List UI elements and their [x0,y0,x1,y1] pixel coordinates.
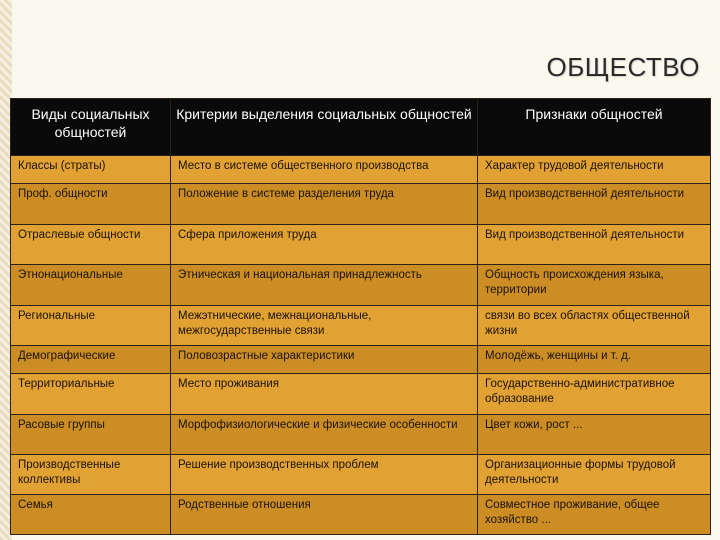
cell-feature: Государственно-административное образование [478,374,711,415]
cell-type: Производственные коллективы [11,455,171,495]
table-row [11,225,711,265]
cell-feature: Организационные формы трудовой деятельности [478,455,711,495]
cell-feature: Цвет кожи, рост ... [478,415,711,455]
cell-type: Региональные [11,306,171,346]
cell-type: Расовые группы [11,415,171,455]
cell-type: Демографические [11,346,171,374]
cell-type: Семья [11,495,171,535]
cell-criterion: Половозрастные характеристики [171,346,478,374]
cell-feature: Вид производственной деятельности [478,225,711,265]
cell-feature: Вид производственной деятельности [478,184,711,225]
cell-type: Классы (страты) [11,156,171,184]
cell-type: Проф. общности [11,184,171,225]
table-row [11,455,711,495]
cell-criterion: Место в системе общественного производства [171,156,478,184]
header-features: Признаки общностей [478,99,711,156]
cell-criterion: Положение в системе разделения труда [171,184,478,225]
cell-feature: Молодёжь, женщины и т. д. [478,346,711,374]
table-row [11,156,711,184]
cell-type: Этнонациональные [11,265,171,306]
table-row [11,415,711,455]
page-title: ОБЩЕСТВО [546,52,700,82]
cell-feature: Характер трудовой деятельности [478,156,711,184]
table-row [11,306,711,346]
cell-feature: Совместное проживание, общее хозяйство ... [478,495,711,535]
table-row [11,495,711,535]
cell-type: Отраслевые общности [11,225,171,265]
header-criteria: Критерии выделения социальных общностей [171,99,478,156]
cell-criterion: Родственные отношения [171,495,478,535]
cell-feature: Общность происхождения языка, территории [478,265,711,306]
cell-criterion: Морфофизиологические и физические особенности [171,415,478,455]
cell-feature: связи во всех областях общественной жизни [478,306,711,346]
communities-table [10,98,711,535]
cell-type: Территориальные [11,374,171,415]
header-types: Виды социальных общностей [11,99,171,156]
table-row [11,265,711,306]
cell-criterion: Место проживания [171,374,478,415]
table-row [11,374,711,415]
cell-criterion: Сфера приложения труда [171,225,478,265]
table-row [11,184,711,225]
table-row [11,346,711,374]
table-header-row [11,99,711,156]
cell-criterion: Решение производственных проблем [171,455,478,495]
cell-criterion: Межэтнические, межнациональные, межгосударственные связи [171,306,478,346]
cell-criterion: Этническая и национальная принадлежность [171,265,478,306]
